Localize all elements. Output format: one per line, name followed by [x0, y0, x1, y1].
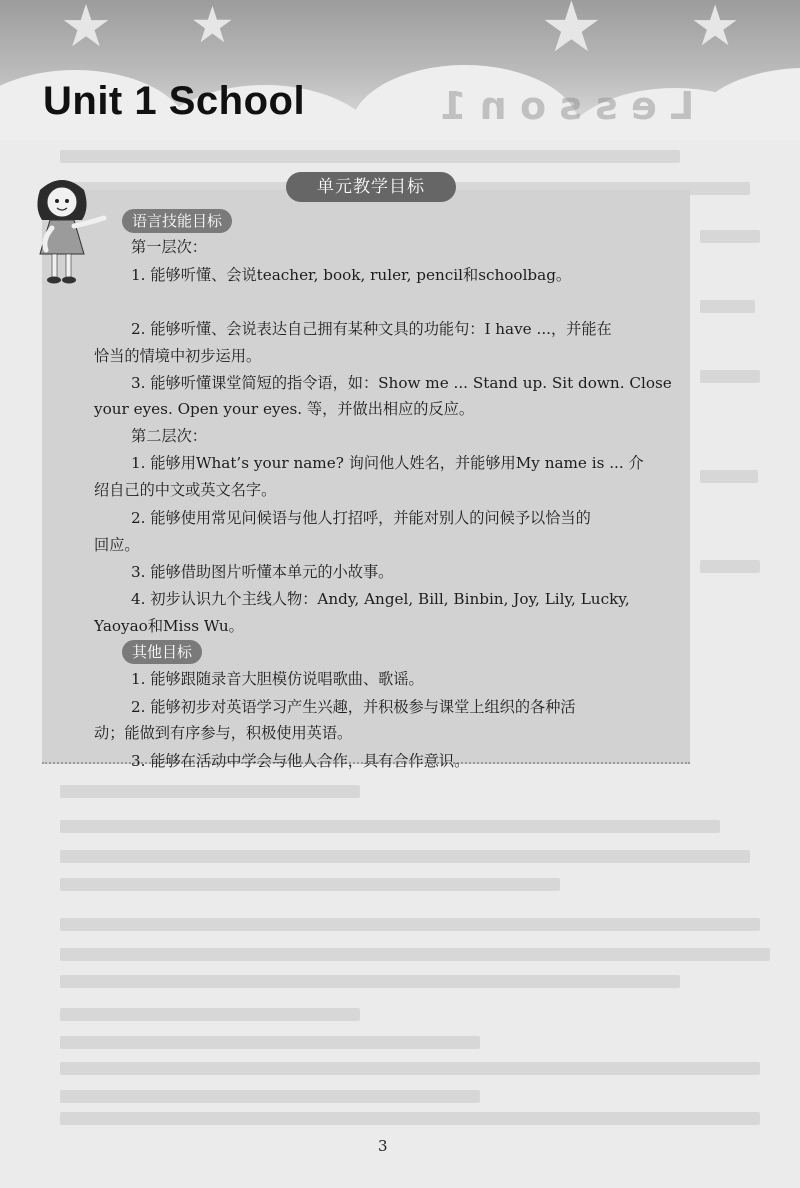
objective-line: 3. 能够借助图片听懂本单元的小故事。 — [131, 563, 394, 581]
objective-line: 4. 初步认识九个主线人物：Andy, Angel, Bill, Binbin, Joy, Lily, Lucky, — [131, 590, 630, 608]
objective-line: 2. 能够使用常见问候语与他人打招呼，并能对别人的问候予以恰当的 — [131, 509, 591, 527]
objective-line: 回应。 — [94, 536, 140, 554]
objective-line: 2. 能够听懂、会说表达自己拥有某种文具的功能句：I have ...，并能在 — [131, 320, 612, 338]
language-skills-tag: 语言技能目标 — [122, 209, 232, 233]
objective-line: Yaoyao和Miss Wu。 — [94, 617, 244, 635]
star-icon: ★ — [690, 0, 741, 59]
objective-line: 绍自己的中文或英文名字。 — [94, 481, 277, 499]
objective-line: 3. 能够听懂课堂简短的指令语，如：Show me ... Stand up. Sit down. Close — [131, 374, 672, 392]
star-icon: ★ — [190, 0, 235, 54]
objective-line: 2. 能够初步对英语学习产生兴趣，并积极参与课堂上组织的各种活 — [131, 698, 576, 716]
objective-line: 恰当的情境中初步运用。 — [94, 347, 262, 365]
objective-line: your eyes. Open your eyes. 等，并做出相应的反应。 — [94, 400, 475, 418]
other-goals-tag: 其他目标 — [122, 640, 202, 664]
objective-line: 动；能做到有序参与，积极使用英语。 — [94, 724, 353, 742]
bleed-through-heading: L e s s o n 1 — [440, 84, 695, 128]
level1-heading: 第一层次： — [131, 238, 207, 256]
objective-line: 3. 能够在活动中学会与他人合作，具有合作意识。 — [131, 752, 470, 770]
star-icon: ★ — [60, 0, 112, 60]
star-icon: ★ — [540, 0, 603, 68]
level2-heading: 第二层次： — [131, 427, 207, 445]
objective-line: 1. 能够跟随录音大胆模仿说唱歌曲、歌谣。 — [131, 670, 424, 688]
objective-line: 1. 能够用What’s your name? 询问他人姓名，并能够用My name is ... 介 — [131, 454, 644, 472]
cartoon-girl-icon — [22, 170, 122, 290]
objective-line: 1. 能够听懂、会说teacher, book, ruler, pencil和schoolbag。 — [131, 266, 572, 284]
page-number: 3 — [378, 1137, 388, 1155]
unit-title: Unit 1 School — [43, 79, 306, 123]
card-title: 单元教学目标 — [286, 172, 456, 202]
